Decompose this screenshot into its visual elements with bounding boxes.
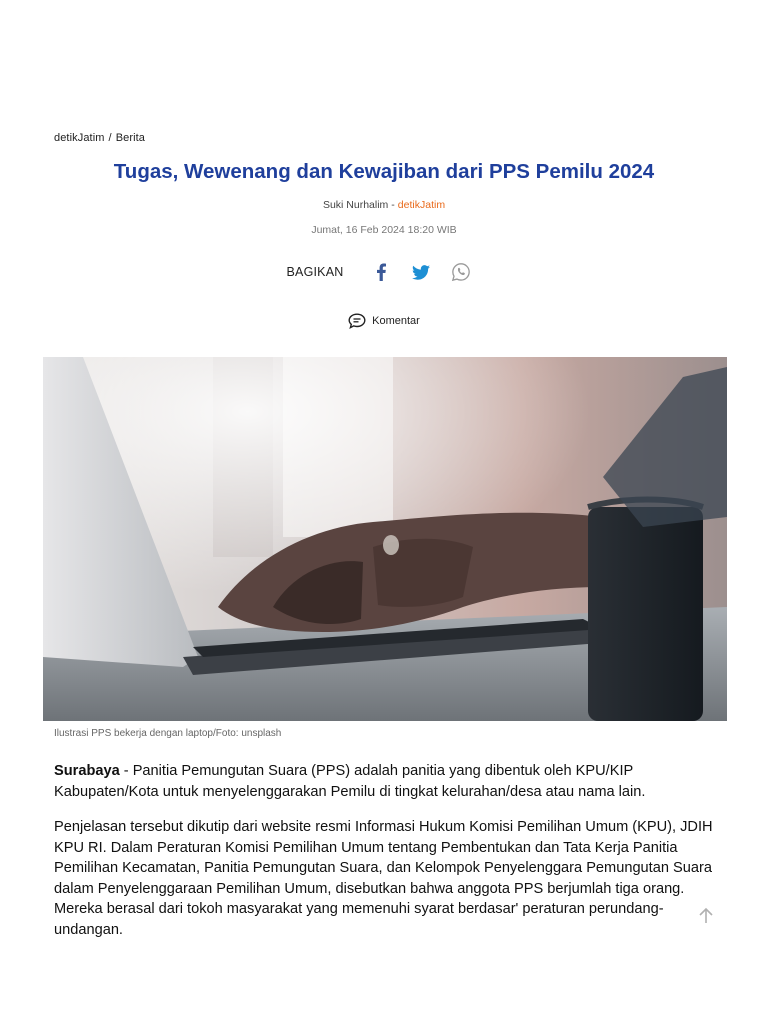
breadcrumb-separator: / [108,132,112,144]
whatsapp-share-button[interactable] [448,259,474,285]
dateline: Surabaya [54,763,120,779]
photo-caption: Ilustrasi PPS bekerja dengan laptop/Foto: unsplash [54,728,282,739]
breadcrumb-site[interactable]: detikJatim [54,132,105,144]
facebook-icon [375,263,387,281]
article-paragraph-2: Penjelasan tersebut dikutip dari website resmi Informasi Hukum Komisi Pemilihan Umum (KPU), JDIH KPU RI. Dalam Peraturan Komisi Pemilihan Umum tentang Pembentukan dan Tata Kerja Panitia Pemilihan Kecamatan, Panitia Pemungutan Suara, dan Kelompok Penyelenggara Pemungutan Suara dalam Penyelenggaraan Pemilihan Umum, disebutkan bahwa anggota PPS berjumlah tiga orang. Mereka berasal dari tokoh masyarakat yang memenuhi syarat berdasar' peraturan perundang-undangan. [54,819,713,938]
article-photo [43,357,727,721]
article-title: Tugas, Wewenang dan Kewajiban dari PPS Pemilu 2024 [113,160,655,183]
comment-label: Komentar [372,315,420,327]
paragraph-1-text: - Panitia Pemungutan Suara (PPS) adalah panitia yang dibentuk oleh KPU/KIP Kabupaten/Kota untuk menyelenggarakan Pemilu di tingkat kelurahan/desa atau nama lain. [54,763,646,800]
facebook-share-button[interactable] [368,259,394,285]
author-name[interactable]: Suki Nurhalim [322,199,389,211]
comment-icon [348,313,366,329]
publish-date: Jumat, 16 Feb 2024 18:20 WIB [311,224,457,236]
twitter-icon [412,265,430,280]
breadcrumb [54,132,145,144]
laptop-typing-photo [43,357,727,721]
share-label: BAGIKAN [286,265,344,279]
scroll-to-top-button[interactable] [696,906,716,926]
arrow-up-icon [696,906,716,926]
byline-separator: - [391,199,395,211]
article-paragraph-1 [54,761,718,802]
source-name[interactable]: detikJatim [397,199,446,211]
comment-button[interactable] [0,313,768,329]
twitter-share-button[interactable] [408,259,434,285]
breadcrumb-section[interactable]: Berita [115,132,146,144]
share-bar [0,259,768,285]
byline [0,199,768,211]
whatsapp-icon [451,262,471,282]
